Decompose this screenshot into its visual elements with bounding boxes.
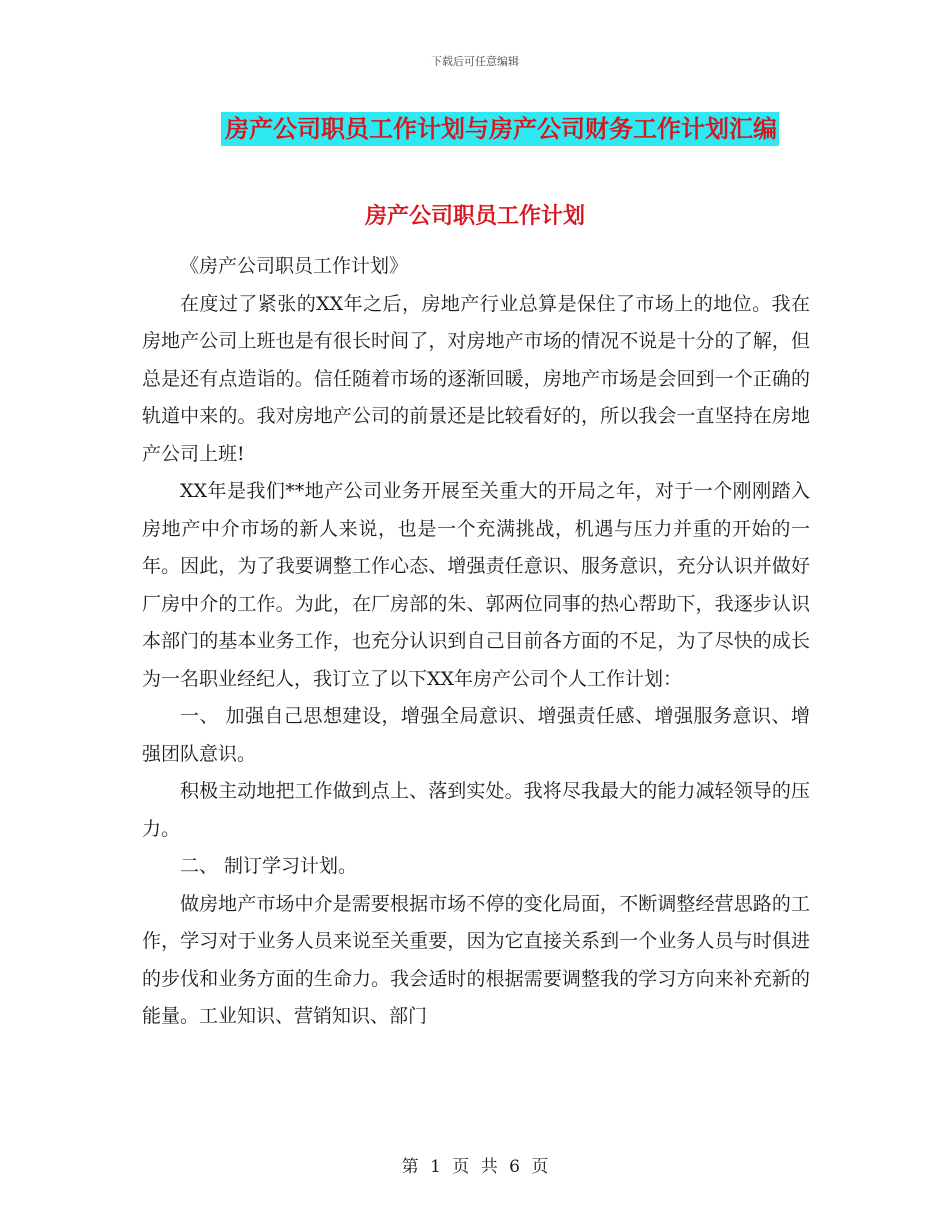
header-note: 下载后可任意编辑: [431, 55, 519, 68]
paragraph: 积极主动地把工作做到点上、落到实处。我将尽我最大的能力减轻领导的压力。: [142, 780, 810, 840]
paragraph: XX年是我们**地产公司业务开展至关重大的开局之年，对于一个刚刚踏入房地产中介市场的新人来说，也是一个充满挑战，机遇与压力并重的开始的一年。因此，为了我要调整工作心态、增强责任意识、服务意识，充分认识并做好厂房中介的工作。为此，在厂房部的朱、郭两位同事的热心帮助下，我逐步认识本部门的基本业务工作，也充分认识到自己目前各方面的不足，为了尽快的成长为一名职业经纪人，我订立了以下XX年房产公司个人工作计划：: [142, 480, 810, 690]
paragraph: 二、 制订学习计划。: [180, 855, 358, 877]
paragraph: 《房产公司职员工作计划》: [180, 255, 409, 277]
paragraph: 一、 加强自己思想建设，增强全局意识、增强责任感、增强服务意识、增强团队意识。: [142, 705, 810, 765]
page-number: 第 1 页 共 6 页: [401, 1157, 549, 1177]
main-title-wrap: [0, 112, 950, 146]
section-title: 房产公司职员工作计划: [364, 204, 585, 229]
main-title: 房产公司职员工作计划与房产公司财务工作计划汇编: [221, 112, 779, 146]
paragraph: 在度过了紧张的XX年之后，房地产行业总算是保住了市场上的地位。我在房地产公司上班也是有很长时间了，对房地产市场的情况不说是十分的了解，但总是还有点造诣的。信任随着市场的逐渐回暖，房地产市场是会回到一个正确的轨道中来的。我对房地产公司的前景还是比较看好的，所以我会一直坚持在房地产公司上班!: [142, 292, 810, 465]
body-text: [142, 248, 810, 1036]
paragraph: 做房地产市场中介是需要根据市场不停的变化局面，不断调整经营思路的工作，学习对于业务人员来说至关重要，因为它直接关系到一个业务人员与时俱进的步伐和业务方面的生命力。我会适时的根据需要调整我的学习方向来补充新的能量。工业知识、营销知识、部门: [142, 892, 810, 1027]
